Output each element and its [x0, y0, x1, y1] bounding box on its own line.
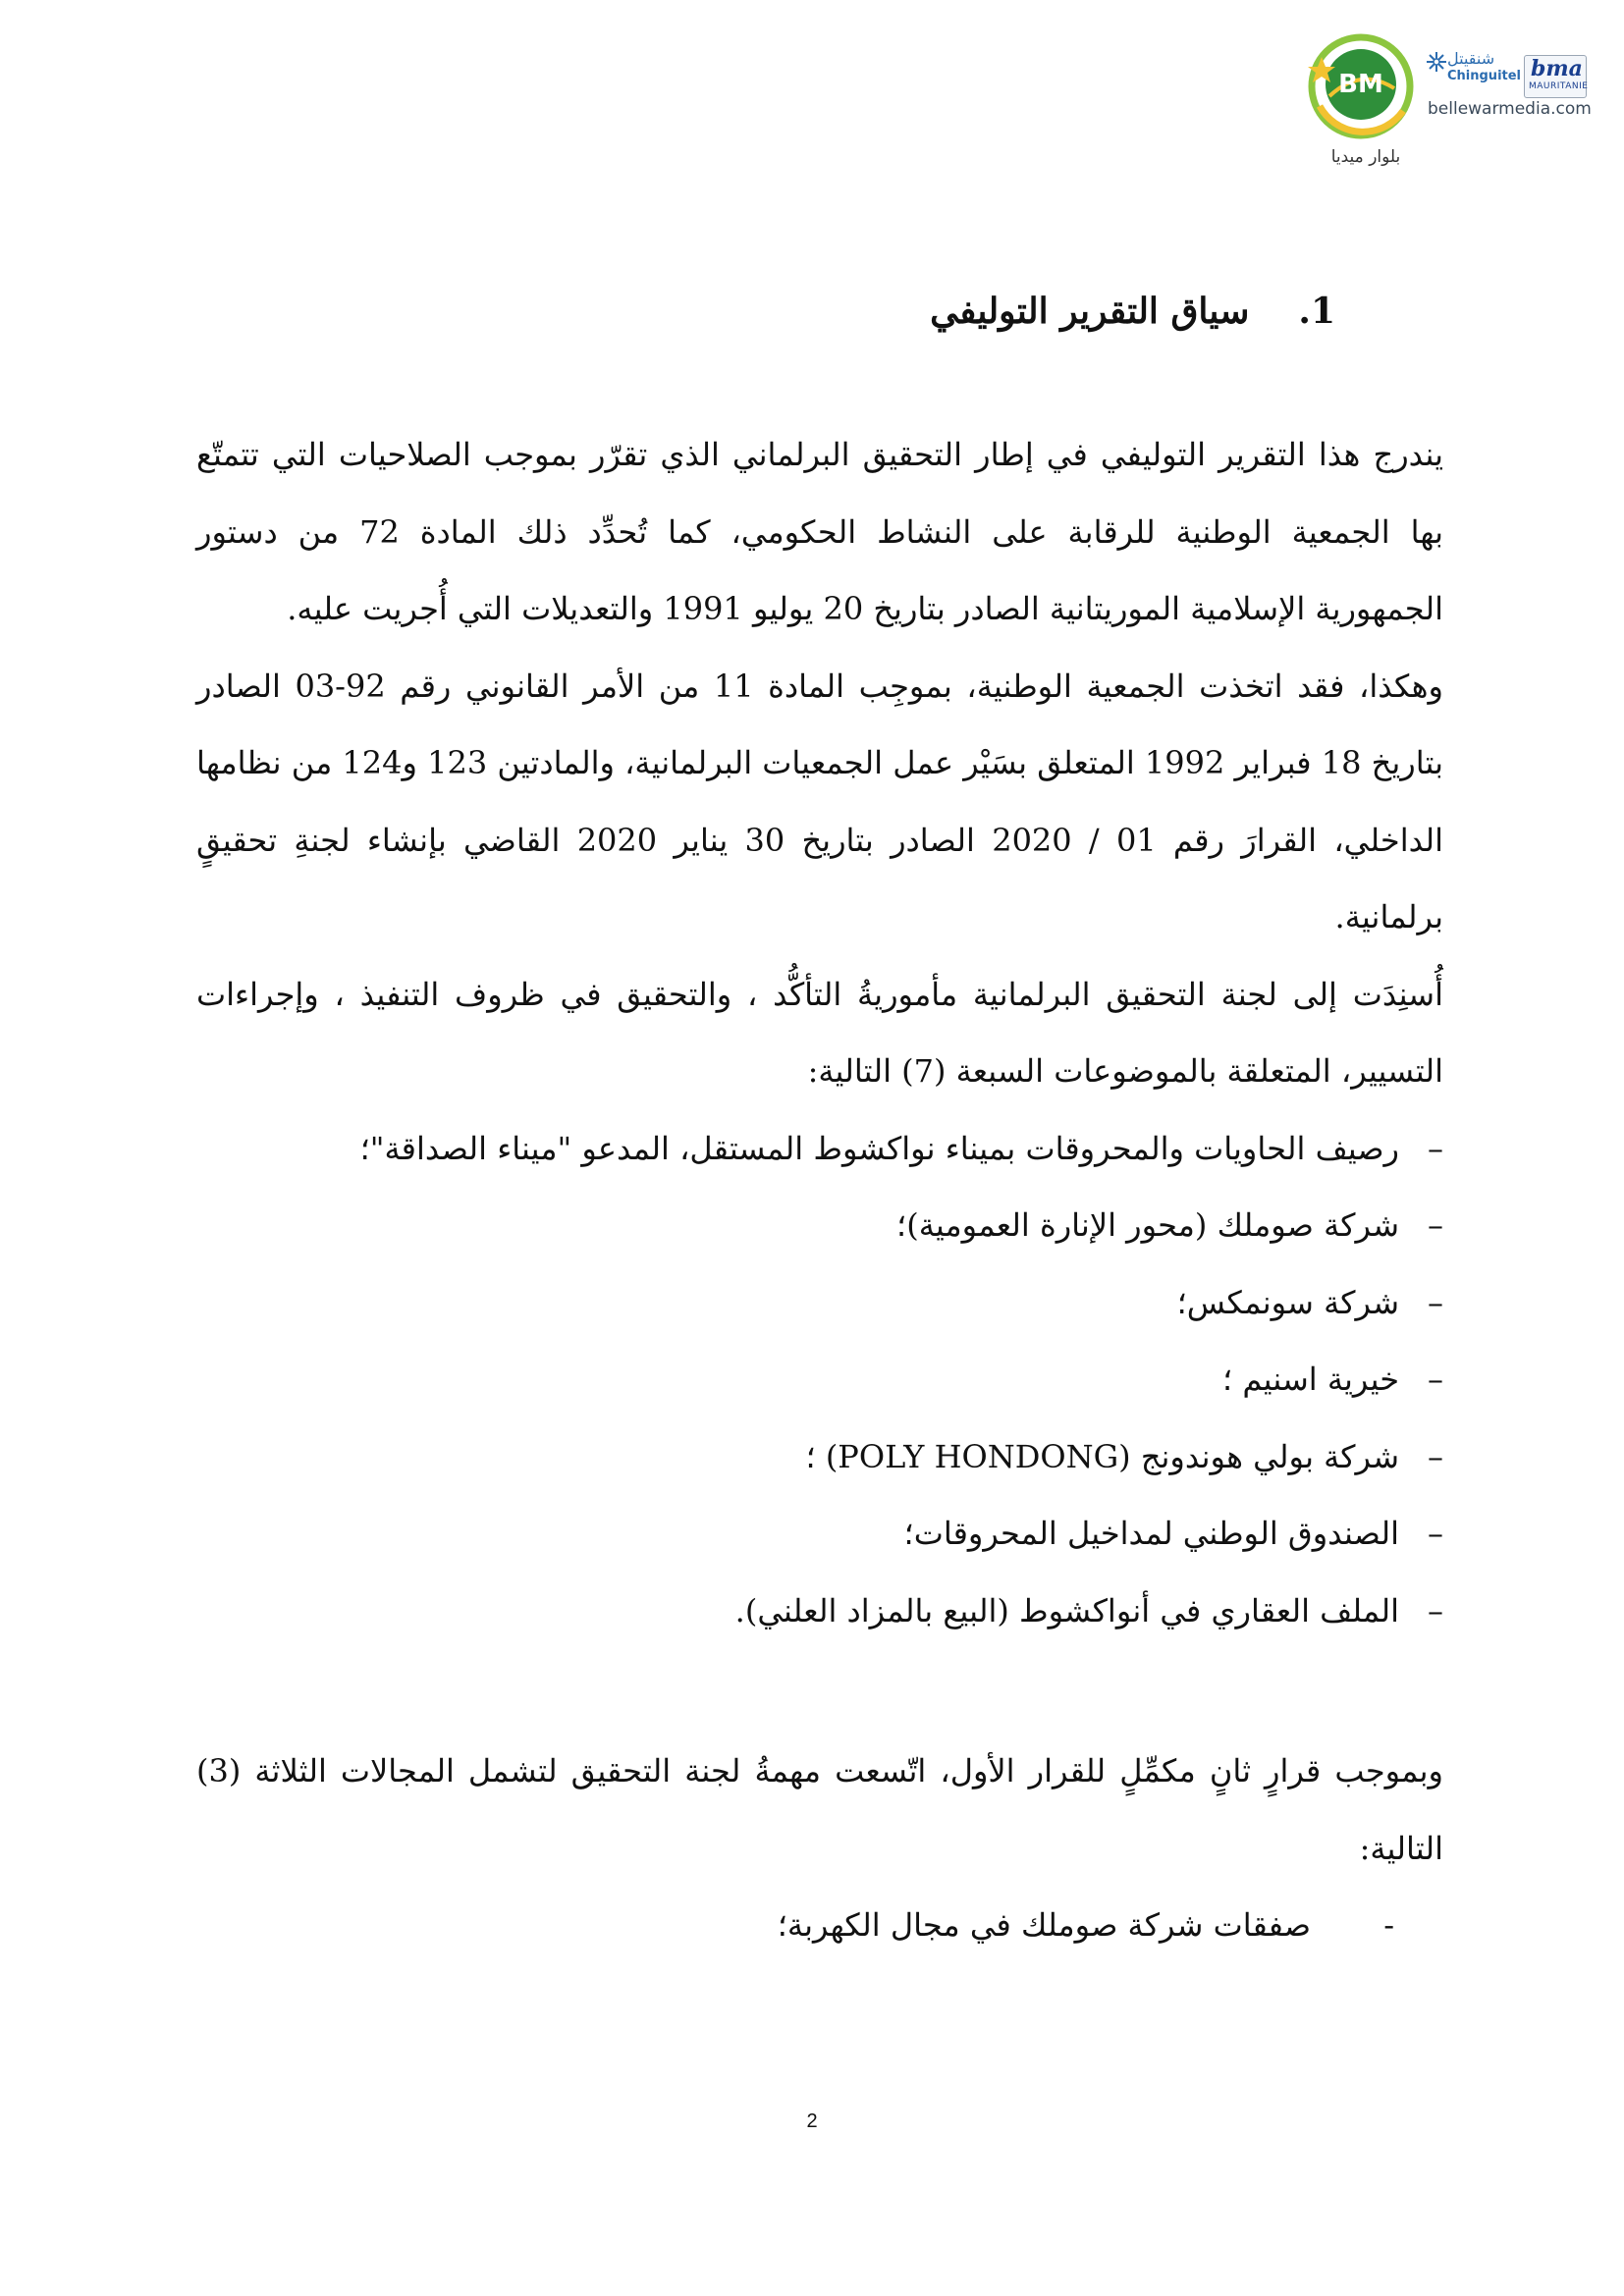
topics-list [196, 1110, 1443, 1650]
paragraph-mandate: أُسنِدَت إلى لجنة التحقيق البرلمانية مأموريةُ التأكُّد ، والتحقيق في ظروف التنفيذ ، وإجراءات التسيير، المتعلقة بالموضوعات السبعة (7) التالية: [196, 975, 1443, 1090]
list-item-text: خيرية اسنيم ؛ [1222, 1361, 1399, 1398]
bellewar-media-logo [1300, 27, 1428, 155]
section-title: سياق التقرير التوليفي [930, 291, 1250, 332]
section-heading [196, 285, 1443, 338]
list-item-text: شركة بولي هوندونج (POLY HONDONG) ؛ [805, 1437, 1399, 1475]
list-dash: – [1428, 1591, 1443, 1629]
chinguitel-name: Chinguitel [1447, 69, 1522, 83]
bma-logo-subtitle: MAURITANIE [1529, 81, 1589, 91]
list-item-text: شركة سونمكس؛ [1176, 1283, 1399, 1321]
bma-logo-text: bma [1531, 56, 1583, 81]
chinguitel-arabic-name: شنقيتل [1447, 49, 1495, 68]
list-item [196, 1341, 1443, 1418]
bellewar-initials: BM [1338, 70, 1383, 99]
website-label: bellewarmedia.com [1428, 99, 1592, 119]
spacer [196, 1649, 1443, 1733]
list-dash: – [1428, 1361, 1443, 1398]
bma-logo [1524, 55, 1587, 98]
paragraph-extension: وبموجب قرارٍ ثانٍ مكمِّلٍ للقرار الأول، اتّسعت مهمةُ لجنة التحقيق لتشمل المجالات الثلاثة (3) التالية: [196, 1752, 1443, 1867]
spacer [196, 338, 1443, 416]
paragraph-context: يندرج هذا التقرير التوليفي في إطار التحقيق البرلماني الذي تقرّر بموجب الصلاحيات التي تتمتّع بها الجمعية الوطنية للرقابة على النشاط الحكومي، كما تُحدِّد ذلك المادة 72 من دستور الجمهورية الإسلامية الموريتانية الصادر بتاريخ 20 يوليو 1991 والتعديلات التي أُجريت عليه. [196, 436, 1444, 627]
list-dash: – [1428, 1437, 1443, 1475]
page-number: 2 [806, 2110, 818, 2132]
document-body [196, 285, 1443, 1964]
list-item-text: الملف العقاري في أنواكشوط (البيع بالمزاد العلني). [734, 1591, 1399, 1629]
list-item-text: شركة صوملك (محور الإنارة العمومية)؛ [896, 1206, 1399, 1244]
list-dash: - [1383, 1906, 1394, 1944]
list-item [196, 1573, 1443, 1650]
header-logos [1300, 27, 1592, 167]
list-item-text: رصيف الحاويات والمحروقات بميناء نواكشوط المستقل، المدعو "ميناء الصداقة"؛ [359, 1129, 1399, 1167]
list-item [196, 1187, 1443, 1264]
list-item [196, 1110, 1443, 1188]
chinguitel-star-icon [1426, 51, 1447, 73]
list-dash: – [1428, 1515, 1443, 1552]
bellewar-arabic-label: بلوار ميديا [1330, 147, 1401, 167]
list-dash: – [1428, 1129, 1443, 1167]
list-item [196, 1495, 1443, 1573]
section-number: 1. [1298, 291, 1335, 332]
fields-list [196, 1887, 1443, 1964]
list-item-text: الصندوق الوطني لمداخيل المحروقات؛ [903, 1515, 1399, 1552]
list-item [196, 1887, 1443, 1964]
list-item [196, 1418, 1443, 1496]
paragraph-decision: وهكذا، فقد اتخذت الجمعية الوطنية، بموجِب المادة 11 من الأمر القانوني رقم 92-03 الصادر بتاريخ 18 فبراير 1992 المتعلق بسَيْر عمل الجمعيات البرلمانية، والمادتين 123 و124 من نظامها الداخلي، القرارَ رقم 01 / 2020 الصادر بتاريخ 30 يناير 2020 القاضي بإنشاء لجنةِ تحقيقٍ برلمانية. [196, 667, 1444, 935]
list-item-text: صفقات شركة صوملك في مجال الكهربة؛ [777, 1906, 1311, 1944]
list-dash: – [1428, 1283, 1443, 1321]
list-item [196, 1264, 1443, 1342]
list-dash: – [1428, 1206, 1443, 1244]
